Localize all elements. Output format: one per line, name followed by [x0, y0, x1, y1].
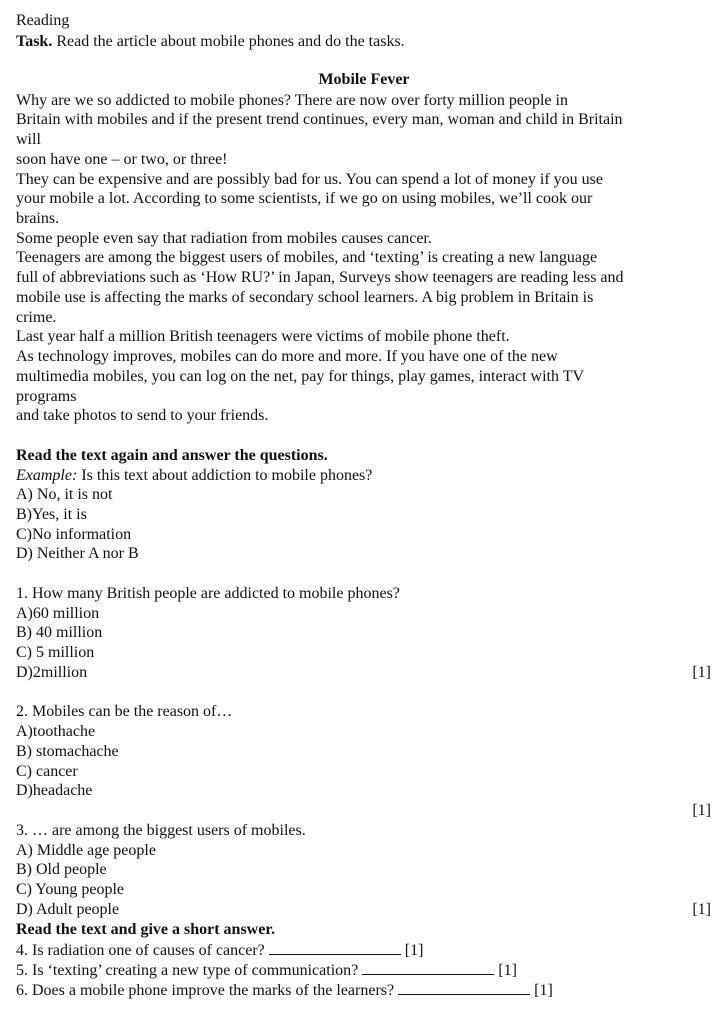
article-line: your mobile a lot. According to some scientists, if we go on using mobiles, we’ll cook our [16, 190, 593, 207]
article-line: brains. [16, 210, 60, 227]
question-6-mark: [1] [534, 982, 553, 999]
task-text: Read the article about mobile phones and do the tasks. [52, 33, 405, 50]
question-2-mark: [1] [692, 802, 711, 819]
article-title: Mobile Fever [318, 71, 410, 88]
question-2-option: D)headache [16, 782, 93, 799]
task-label: Task. [16, 33, 53, 50]
question-6-text: 6. Does a mobile phone improve the marks of the learners? [16, 982, 395, 999]
question-2: 2. Mobiles can be the reason of… [16, 703, 233, 720]
answer-5-blank[interactable] [362, 959, 494, 975]
question-1: 1. How many British people are addicted to mobile phones? [16, 585, 400, 602]
article-line: programs [16, 388, 77, 405]
question-1-option: B) 40 million [16, 624, 103, 641]
article-line: and take photos to send to your friends. [16, 407, 269, 424]
section-a-heading: Read the text again and answer the questions. [16, 447, 328, 464]
question-4-mark: [1] [404, 942, 424, 959]
question-2-option: C) cancer [16, 763, 78, 780]
article-line: Why are we so addicted to mobile phones? There are now over forty million people in [16, 92, 568, 109]
article-line: Last year half a million British teenagers were victims of mobile phone theft. [16, 328, 510, 345]
article-line: will [16, 131, 41, 148]
question-5-text: 5. Is ‘texting’ creating a new type of communication? [16, 962, 359, 979]
article-line: crime. [16, 309, 57, 326]
article-line: Teenagers are among the biggest users of mobiles, and ‘texting’ is creating a new language [16, 249, 598, 266]
article-line: full of abbreviations such as ‘How RU?’ in Japan, Surveys show teenagers are reading less and [16, 269, 624, 286]
article-line: multimedia mobiles, you can log on the net, pay for things, play games, interact with TV [16, 368, 585, 385]
question-3-option: D) Adult people [16, 901, 120, 918]
question-4 [16, 939, 423, 959]
example-option: A) No, it is not [16, 486, 113, 503]
article-line: soon have one – or two, or three! [16, 151, 228, 168]
question-3-mark: [1] [692, 901, 711, 918]
question-1-option: C) 5 million [16, 644, 95, 661]
question-3-option: C) Young people [16, 881, 125, 898]
question-2-option: A)toothache [16, 723, 96, 740]
section-b-heading: Read the text and give a short answer. [16, 921, 275, 938]
question-1-mark: [1] [692, 664, 711, 681]
question-1-option: D)2million [16, 664, 88, 681]
answer-4-blank[interactable] [269, 939, 401, 955]
example-label: Example: [16, 467, 78, 484]
question-2-option: B) stomachache [16, 743, 119, 760]
example-question [16, 466, 372, 486]
example-option: C)No information [16, 526, 132, 543]
question-5 [16, 959, 517, 979]
question-3-option: A) Middle age people [16, 842, 156, 859]
question-1-option: A)60 million [16, 605, 100, 622]
article-line: They can be expensive and are possibly bad for us. You can spend a lot of money if you use [16, 171, 603, 188]
article-line: As technology improves, mobiles can do more and more. If you have one of the new [16, 348, 558, 365]
example-option: B)Yes, it is [16, 506, 87, 523]
example-option: D) Neither A nor B [16, 545, 139, 562]
answer-6-blank[interactable] [398, 979, 530, 995]
question-3: 3. … are among the biggest users of mobiles. [16, 822, 306, 839]
section-label: Reading [16, 12, 70, 29]
article-line: mobile use is affecting the marks of secondary school learners. A big problem in Britain is [16, 289, 594, 306]
example-question-text: Is this text about addiction to mobile phones? [77, 467, 373, 484]
question-5-mark: [1] [498, 962, 517, 979]
article-line: Britain with mobiles and if the present trend continues, every man, woman and child in Britain [16, 111, 623, 128]
question-6 [16, 979, 553, 999]
article-line: Some people even say that radiation from mobiles causes cancer. [16, 230, 432, 247]
task-instruction [16, 32, 405, 52]
question-4-text: 4. Is radiation one of causes of cancer? [16, 942, 265, 959]
question-3-option: B) Old people [16, 861, 107, 878]
